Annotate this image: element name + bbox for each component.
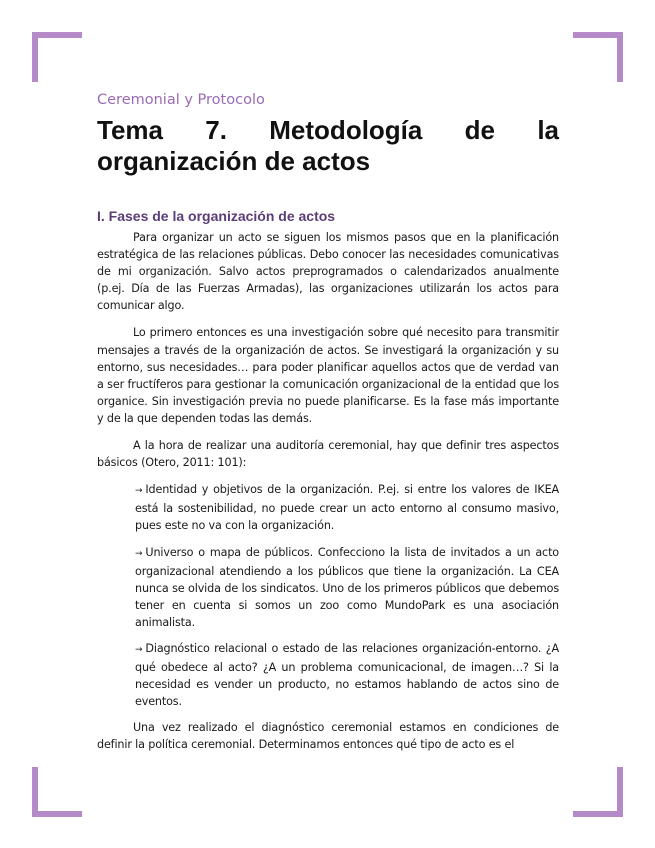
corner-mark-bottom-right bbox=[573, 811, 623, 817]
paragraph: Para organizar un acto se siguen los mismos pasos que en la planificación estratégica de las relaciones públicas. Debo conocer las necesidades comunicativas de mi organización. Salvo actos preprogramados o calendarizados anualmente (p.ej. Día de las Fuerzas Armadas), las organizaciones utilizarán los actos para comunicar algo. bbox=[97, 231, 559, 313]
bullet-item bbox=[135, 481, 559, 534]
section-heading: I. Fases de la organización de actos bbox=[97, 208, 336, 224]
paragraph: Lo primero entonces es una investigación sobre qué necesito para transmitir mensajes a través de la organización de actos. Se investigará la organización y su entorno, sus necesidades… para poder planificar aquellos actos que de verdad van a ser fructíferos para gestionar la comunicación organizacional de la entidad que los organice. Sin investigación previa no puede planificarse. Es la fase más importante y de la que dependen todas las demás. bbox=[97, 326, 559, 425]
page-title: Tema 7. Metodología de la organización de actos bbox=[97, 115, 559, 176]
arrow-icon: → bbox=[135, 548, 143, 559]
corner-mark-top-left bbox=[32, 32, 82, 38]
bullet-item bbox=[135, 640, 559, 710]
paragraph-closing: Una vez realizado el diagnóstico ceremonial estamos en condiciones de definir la política ceremonial. Determinamos entonces qué tipo de acto es el bbox=[97, 721, 559, 752]
corner-mark-bottom-left bbox=[32, 811, 82, 817]
corner-mark-bottom-left bbox=[32, 767, 38, 817]
bullet-text: Diagnóstico relacional o estado de las relaciones organización-entorno. ¿A qué obedece al acto? ¿A un problema comunicacional, de imagen…? Si la necesidad es vender un producto, no estamos hablando de actos sino de eventos. bbox=[135, 641, 559, 709]
corner-mark-top-right bbox=[573, 32, 623, 38]
page-content bbox=[97, 92, 559, 764]
arrow-icon: → bbox=[135, 486, 143, 497]
bullet-item bbox=[135, 544, 559, 631]
corner-mark-top-left bbox=[32, 32, 38, 82]
course-label: Ceremonial y Protocolo bbox=[97, 92, 265, 108]
bullet-text: Identidad y objetivos de la organización. P.ej. si entre los valores de IKEA está la sostenibilidad, no puede crear un acto entorno al consumo masivo, pues este no va con la organización. bbox=[135, 483, 559, 533]
bullet-text: Universo o mapa de públicos. Confecciono la lista de invitados a un acto organizacional atendiendo a los públicos que tiene la organización. La CEA nunca se olvida de los sindicatos. Uno de los primeros públicos que debemos tener en cuenta si somos un zoo como MundoPark es una asociación animalista. bbox=[135, 545, 559, 629]
paragraph: A la hora de realizar una auditoría ceremonial, hay que definir tres aspectos básicos (Otero, 2011: 101): bbox=[97, 439, 559, 470]
corner-mark-top-right bbox=[617, 32, 623, 82]
arrow-icon: → bbox=[135, 644, 143, 655]
corner-mark-bottom-right bbox=[617, 767, 623, 817]
